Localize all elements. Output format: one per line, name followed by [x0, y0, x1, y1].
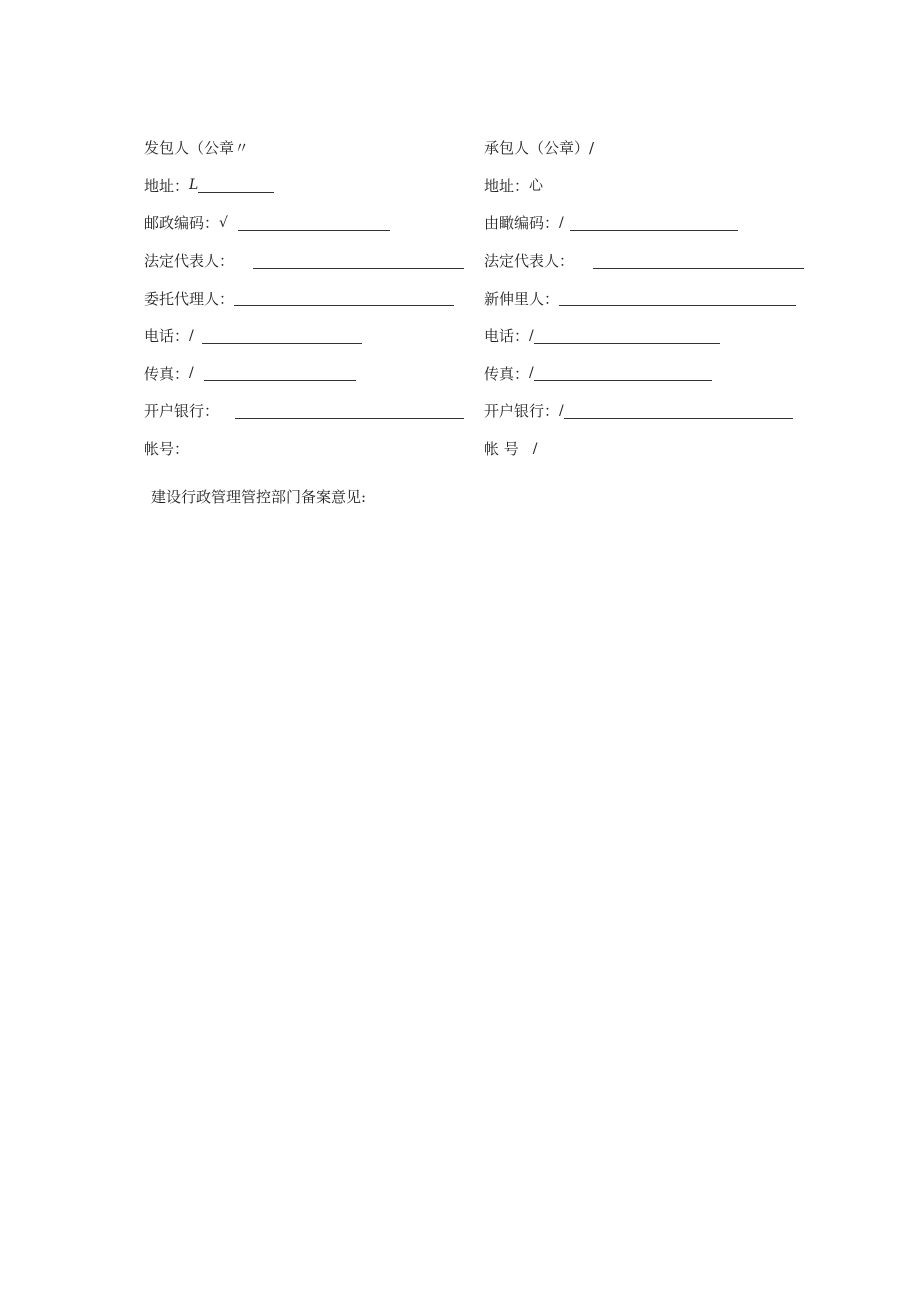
contractor-phone-value: /	[529, 327, 534, 344]
employer-column	[144, 129, 469, 467]
employer-phone-line[interactable]	[202, 334, 362, 344]
contractor-fax-label: 传真：	[484, 364, 530, 383]
contractor-agent-line[interactable]	[559, 296, 796, 306]
contractor-account-row	[484, 430, 809, 468]
employer-legal-rep-label: 法定代表人：	[144, 252, 235, 271]
contractor-phone-line[interactable]	[534, 334, 720, 344]
employer-account-label: 帐号：	[144, 440, 190, 459]
contractor-account-value: /	[532, 440, 538, 457]
contractor-bank-row	[484, 392, 809, 430]
employer-fax-line[interactable]	[204, 371, 356, 381]
contractor-seal-row	[484, 129, 809, 167]
employer-phone-row	[144, 317, 469, 355]
contractor-account-label: 帐 号	[484, 440, 519, 459]
contractor-bank-value: /	[559, 402, 564, 419]
employer-agent-label: 委托代理人：	[144, 289, 235, 308]
employer-seal-row	[144, 129, 469, 167]
contractor-address-row	[484, 167, 809, 205]
contractor-legal-rep-label: 法定代表人：	[484, 252, 575, 271]
contractor-agent-label: 新伸里人：	[484, 289, 560, 308]
contractor-column	[484, 129, 809, 467]
employer-address-value: L	[189, 177, 199, 194]
contractor-legal-rep-line[interactable]	[593, 259, 804, 269]
contractor-agent-row	[484, 279, 809, 317]
contractor-fax-row	[484, 355, 809, 393]
signature-block	[0, 129, 920, 459]
employer-account-row	[144, 430, 469, 468]
contractor-postcode-value: /	[559, 214, 564, 231]
contractor-fax-value: /	[529, 365, 534, 382]
contractor-bank-label: 开户银行：	[484, 402, 560, 421]
contractor-address-value: 心	[529, 178, 544, 195]
contractor-address-label: 地址：	[484, 176, 530, 195]
contractor-phone-row	[484, 317, 809, 355]
employer-seal-label: 发包人（公章〃	[144, 139, 250, 158]
contractor-postcode-line[interactable]	[570, 221, 738, 231]
contractor-seal-label: 承包人（公章）/	[484, 139, 595, 158]
employer-agent-line[interactable]	[234, 296, 454, 306]
employer-agent-row	[144, 279, 469, 317]
contractor-postcode-row	[484, 204, 809, 242]
contractor-legal-rep-row	[484, 242, 809, 280]
employer-legal-rep-row	[144, 242, 469, 280]
employer-fax-label: 传真：	[144, 364, 190, 383]
employer-bank-line[interactable]	[235, 409, 464, 419]
employer-legal-rep-line[interactable]	[253, 259, 464, 269]
contractor-postcode-label: 由瞰编码：	[484, 214, 560, 233]
employer-address-label: 地址：	[144, 176, 190, 195]
employer-address-row	[144, 167, 469, 205]
employer-postcode-line[interactable]	[238, 221, 390, 231]
employer-phone-label: 电话：	[144, 327, 190, 346]
contractor-bank-line[interactable]	[564, 409, 793, 419]
employer-postcode-row	[144, 204, 469, 242]
employer-bank-row	[144, 392, 469, 430]
employer-fax-row	[144, 355, 469, 393]
employer-postcode-label: 邮政编码：	[144, 214, 220, 233]
filing-opinion-label: 建设行政管理管控部门备案意见:	[151, 488, 367, 506]
employer-postcode-value: √	[219, 214, 228, 231]
employer-fax-value: /	[189, 365, 194, 382]
contractor-fax-line[interactable]	[534, 371, 712, 381]
contractor-phone-label: 电话：	[484, 327, 530, 346]
employer-bank-label: 开户银行：	[144, 402, 220, 421]
employer-phone-value: /	[189, 327, 194, 344]
employer-address-line[interactable]	[198, 183, 274, 193]
